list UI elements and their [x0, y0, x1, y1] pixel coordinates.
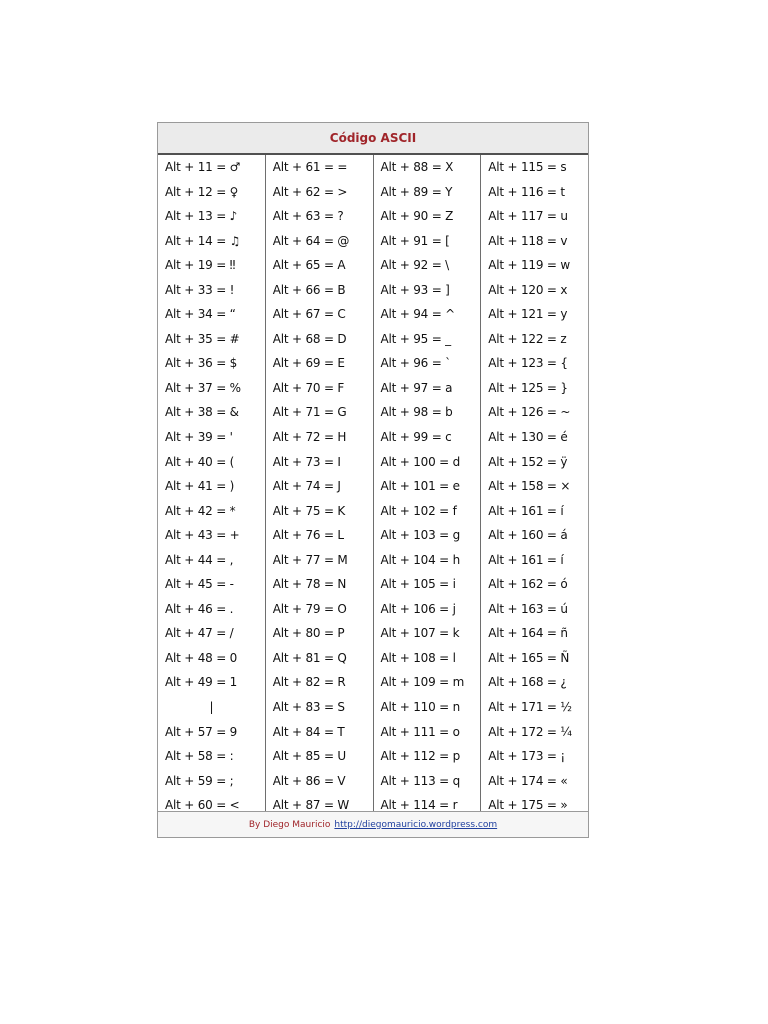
table-cell: Alt + 48 = 0	[165, 650, 238, 665]
table-cell: Alt + 174 = «	[488, 773, 568, 788]
title-bar	[158, 123, 588, 155]
table-cell: Alt + 161 = í	[488, 552, 564, 567]
table-cell: Alt + 117 = u	[488, 209, 568, 224]
table-cell: Alt + 89 = Y	[380, 184, 453, 199]
footer-author: By Diego Mauricio	[248, 819, 331, 830]
footer-link[interactable]: http://diegomauricio.wordpress.com	[334, 819, 498, 830]
table-cell: Alt + 14 = ♫	[165, 233, 241, 248]
table-cell: Alt + 83 = S	[272, 700, 345, 715]
table-cell: Alt + 171 = ½	[488, 700, 572, 715]
table-cell: Alt + 107 = k	[380, 626, 460, 641]
table-cell: Alt + 95 = _	[380, 331, 451, 346]
table-cell: Alt + 106 = j	[380, 601, 456, 616]
table-cell: Alt + 94 = ^	[380, 307, 456, 322]
table-cell: Alt + 115 = s	[488, 160, 567, 174]
table-cell: Alt + 68 = D	[272, 331, 347, 346]
table-cell: Alt + 158 = ×	[488, 479, 571, 494]
table-cell: Alt + 59 = ;	[165, 773, 234, 788]
table-cell: Alt + 35 = #	[165, 331, 240, 346]
table-cell: Alt + 37 = %	[165, 380, 241, 395]
table-cell: Alt + 103 = g	[380, 528, 461, 543]
table-cell: Alt + 84 = T	[272, 724, 345, 739]
table-cell: Alt + 13 = ♪	[165, 209, 238, 224]
table-cell: Alt + 42 = *	[165, 503, 236, 518]
table-cell: Alt + 123 = {	[488, 356, 568, 371]
table-cell: Alt + 97 = a	[380, 380, 453, 395]
table-column	[481, 155, 588, 811]
table-cell: Alt + 19 = ‼	[165, 258, 236, 273]
table-cell: Alt + 41 = )	[165, 479, 235, 494]
table-cell: Alt + 99 = c	[380, 430, 452, 445]
table-cell: Alt + 39 = '	[165, 430, 233, 445]
table-cell: Alt + 111 = o	[380, 724, 460, 739]
table-cell: Alt + 164 = ñ	[488, 626, 568, 641]
table-cell: Alt + 78 = N	[272, 577, 347, 592]
table-cell: Alt + 66 = B	[272, 282, 346, 297]
table-cell: Alt + 175 = »	[488, 798, 568, 813]
table-cell: Alt + 63 = ?	[272, 209, 344, 224]
table-cell: Alt + 88 = X	[380, 160, 454, 174]
table-cell: Alt + 67 = C	[272, 307, 346, 322]
table-cell: Alt + 33 = !	[165, 282, 235, 297]
table-cell: Alt + 160 = á	[488, 528, 568, 543]
table-cell: Alt + 34 = “	[165, 307, 236, 322]
table-cell: Alt + 116 = t	[488, 184, 565, 199]
table-cell: Alt + 120 = x	[488, 282, 568, 297]
table-cell: Alt + 45 = -	[165, 577, 234, 592]
table-cell: Alt + 165 = Ñ	[488, 650, 570, 665]
table-cell: Alt + 90 = Z	[380, 209, 454, 224]
table-cell: Alt + 91 = [	[380, 233, 450, 248]
table-cell: Alt + 38 = &	[165, 405, 239, 420]
table-cell: Alt + 65 = A	[272, 258, 346, 273]
table-cell: Alt + 108 = l	[380, 650, 456, 665]
table-cell: Alt + 49 = 1	[165, 675, 238, 690]
table-cell: Alt + 126 = ~	[488, 405, 571, 420]
table-cell: Alt + 100 = d	[380, 454, 461, 469]
table-cell: Alt + 152 = ÿ	[488, 454, 568, 469]
table-cell: Alt + 44 = ,	[165, 552, 234, 567]
table-cell: Alt + 72 = H	[272, 430, 347, 445]
table-cell: Alt + 61 = =	[272, 160, 348, 174]
table-cell: Alt + 77 = M	[272, 552, 348, 567]
table-cell: Alt + 43 = +	[165, 528, 240, 543]
table-column	[266, 155, 374, 811]
table-column	[158, 155, 266, 811]
table-cell: Alt + 74 = J	[272, 479, 341, 494]
table-cell: Alt + 80 = P	[272, 626, 345, 641]
table-cell: Alt + 130 = é	[488, 430, 568, 445]
table-cell: |	[209, 700, 214, 715]
table-cell: Alt + 46 = .	[165, 601, 234, 616]
table-cell: Alt + 168 = ¿	[488, 675, 567, 690]
table-cell: Alt + 36 = $	[165, 356, 238, 371]
table-cell: Alt + 57 = 9	[165, 724, 238, 739]
table-cell: Alt + 105 = i	[380, 577, 456, 592]
table-cell: Alt + 93 = ]	[380, 282, 450, 297]
table-cell: Alt + 71 = G	[272, 405, 347, 420]
table-cell: Alt + 60 = <	[165, 798, 240, 813]
table-cell: Alt + 118 = v	[488, 233, 568, 248]
table-cell: Alt + 173 = ¡	[488, 749, 565, 764]
table-cell: Alt + 12 = ♀	[165, 184, 239, 199]
table-cell: Alt + 86 = V	[272, 773, 346, 788]
table-cell: Alt + 11 = ♂	[165, 160, 241, 174]
table-cell: Alt + 76 = L	[272, 528, 344, 543]
page-title: Código ASCII	[329, 131, 417, 145]
table-cell: Alt + 96 = `	[380, 356, 451, 371]
table-cell: Alt + 81 = Q	[272, 650, 347, 665]
table-cell: Alt + 102 = f	[380, 503, 457, 518]
table-cell: Alt + 119 = w	[488, 258, 570, 273]
table-cell: Alt + 112 = p	[380, 749, 461, 764]
table-cell: Alt + 47 = /	[165, 626, 234, 641]
table-cell: Alt + 172 = ¼	[488, 724, 572, 739]
table-column	[374, 155, 482, 811]
table-cell: Alt + 92 = \	[380, 258, 450, 273]
table-cell: Alt + 62 = >	[272, 184, 348, 199]
table-cell: Alt + 114 = r	[380, 798, 458, 813]
table-cell: Alt + 70 = F	[272, 380, 345, 395]
table-cell: Alt + 82 = R	[272, 675, 346, 690]
table-cell: Alt + 122 = z	[488, 331, 567, 346]
table-cell: Alt + 75 = K	[272, 503, 346, 518]
table-cell: Alt + 79 = O	[272, 601, 347, 616]
table-cell: Alt + 161 = í	[488, 503, 564, 518]
table-cell: Alt + 58 = :	[165, 749, 234, 764]
table-cell: Alt + 121 = y	[488, 307, 568, 322]
table-cell: Alt + 73 = I	[272, 454, 341, 469]
table-cell: Alt + 101 = e	[380, 479, 460, 494]
table-cell: Alt + 69 = E	[272, 356, 345, 371]
table-cell: Alt + 163 = ú	[488, 601, 568, 616]
ascii-code-sheet	[157, 122, 589, 838]
table-cell: Alt + 87 = W	[272, 798, 350, 813]
table-cell: Alt + 125 = }	[488, 380, 568, 395]
table-cell: Alt + 104 = h	[380, 552, 461, 567]
table-cell: Alt + 85 = U	[272, 749, 347, 764]
table-cell: Alt + 98 = b	[380, 405, 453, 420]
code-table	[158, 155, 588, 812]
table-cell: Alt + 109 = m	[380, 675, 465, 690]
table-cell: Alt + 40 = (	[165, 454, 235, 469]
table-cell: Alt + 64 = @	[272, 233, 350, 248]
table-cell: Alt + 162 = ó	[488, 577, 568, 592]
table-cell: Alt + 113 = q	[380, 773, 461, 788]
table-cell: Alt + 110 = n	[380, 700, 461, 715]
